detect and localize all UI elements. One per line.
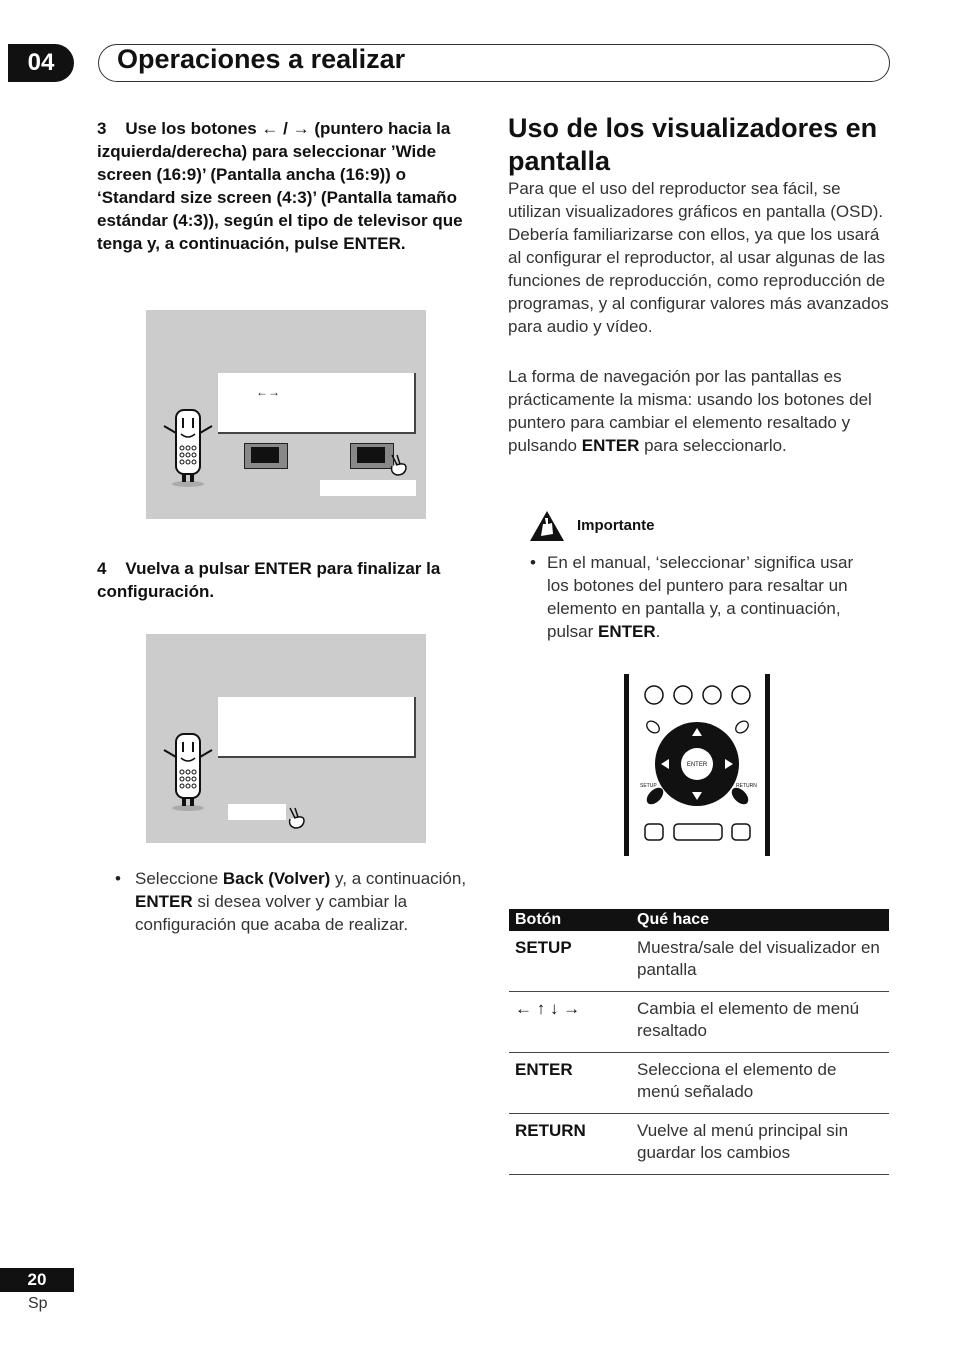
remote-enter-label: ENTER <box>686 762 708 768</box>
warning-icon <box>529 510 565 542</box>
bullet-text-3: si desea volver y cambiar la configuración que acaba de realizar. <box>135 892 409 934</box>
nav-text-1: La forma de navegación por las pantallas es prácticamente la misma: usando los botones del puntero para cambiar el elemento resaltado y pulsando <box>508 367 872 455</box>
bullet-bold-1: Back (Volver) <box>222 869 331 888</box>
bullet-bold-2: ENTER <box>135 892 193 911</box>
nav-bold: ENTER <box>581 436 640 455</box>
row-desc: Vuelve al menú principal sin guardar los cambios <box>631 1114 889 1175</box>
important-label: Importante <box>577 517 655 534</box>
bullet-text-2: y, a continuación, <box>330 869 467 888</box>
row-key: RETURN <box>509 1114 631 1175</box>
table-row <box>509 1114 889 1175</box>
header-button: Botón <box>509 909 631 931</box>
row-key: ENTER <box>509 1053 631 1114</box>
header-function: Qué hace <box>631 909 889 931</box>
table-row <box>509 1053 889 1114</box>
row-key: ← ↑ ↓ → <box>509 992 631 1053</box>
step-3-rest: (puntero hacia la izquierda/derecha) para seleccionar ’Wide screen (16:9)’ (Pantalla ancha (16:9)) o ‘Standard size screen (4:3)’ (Pantalla tamaño estándar (4:3)), según el tipo de televisor que tenga y, a continuación, pulse ENTER. <box>97 119 463 253</box>
step-4-number: 4 <box>97 559 107 578</box>
note-bold: ENTER <box>598 622 656 641</box>
osd-screen-1 <box>146 310 426 519</box>
remote-mascot-icon <box>156 408 218 490</box>
remote-mascot-icon <box>156 732 218 814</box>
nav-text-2: para seleccionarlo. <box>639 436 787 455</box>
page-number: 20 <box>0 1268 74 1292</box>
osd-dialog-box <box>218 373 416 434</box>
chapter-number: 04 <box>8 44 74 82</box>
chapter-title: Operaciones a realizar <box>117 44 406 74</box>
tv-16-9-icon <box>244 443 288 469</box>
step-3-number: 3 <box>97 119 107 138</box>
step-3-pre: Use los botones <box>125 119 257 138</box>
remote-return-label: RETURN <box>736 783 757 789</box>
bullet-dot: • <box>115 869 121 888</box>
row-desc: Selecciona el elemento de menú señalado <box>631 1053 889 1114</box>
step-4-body: Vuelva a pulsar ENTER para finalizar la configuración. <box>97 559 441 601</box>
osd-back-button <box>228 804 286 820</box>
step-3-text <box>97 117 482 255</box>
button-reference-table <box>509 909 889 1175</box>
osd-dialog-box <box>218 697 416 758</box>
table-row <box>509 931 889 992</box>
osd-arrows: ←→ <box>256 385 280 399</box>
osd-highlight-bar <box>320 480 416 496</box>
language-code: Sp <box>28 1295 48 1312</box>
table-row <box>509 992 889 1053</box>
remote-setup-label: SETUP <box>640 783 657 789</box>
note-text-1: En el manual, ‘seleccionar’ significa usar los botones del puntero para resaltar un elemento en pantalla y, a continuación, pulsar <box>547 553 854 641</box>
step-4-text <box>97 557 482 603</box>
bullet-text-1: Seleccione <box>135 869 223 888</box>
note-text-2: . <box>655 622 661 641</box>
osd-screen-2 <box>146 634 426 843</box>
navigation-paragraph <box>508 365 890 457</box>
row-desc: Cambia el elemento de menú resaltado <box>631 992 889 1053</box>
row-desc: Muestra/sale del visualizador en pantalla <box>631 931 889 992</box>
bullet-dot: • <box>530 553 536 572</box>
pointing-hand-icon <box>388 453 410 477</box>
back-bullet-text <box>135 867 475 936</box>
intro-paragraph: Para que el uso del reproductor sea fácil, se utilizan visualizadores gráficos en pantalla (OSD). Debería familiarizarse con ellos, ya que los usará al configurar el reproductor, al usar algunas de las funciones de reproducción, como reproducción de programas, y al configurar valores más avanzados para audio y vídeo. <box>508 179 889 336</box>
section-heading: Uso de los visualizadores en pantalla <box>508 113 878 176</box>
table-header-row <box>509 909 889 931</box>
left-right-arrows: ← / → <box>261 119 310 138</box>
remote-control-illustration <box>622 674 772 858</box>
important-note-text <box>547 551 877 643</box>
pointing-hand-icon <box>286 806 308 830</box>
row-key: SETUP <box>509 931 631 992</box>
